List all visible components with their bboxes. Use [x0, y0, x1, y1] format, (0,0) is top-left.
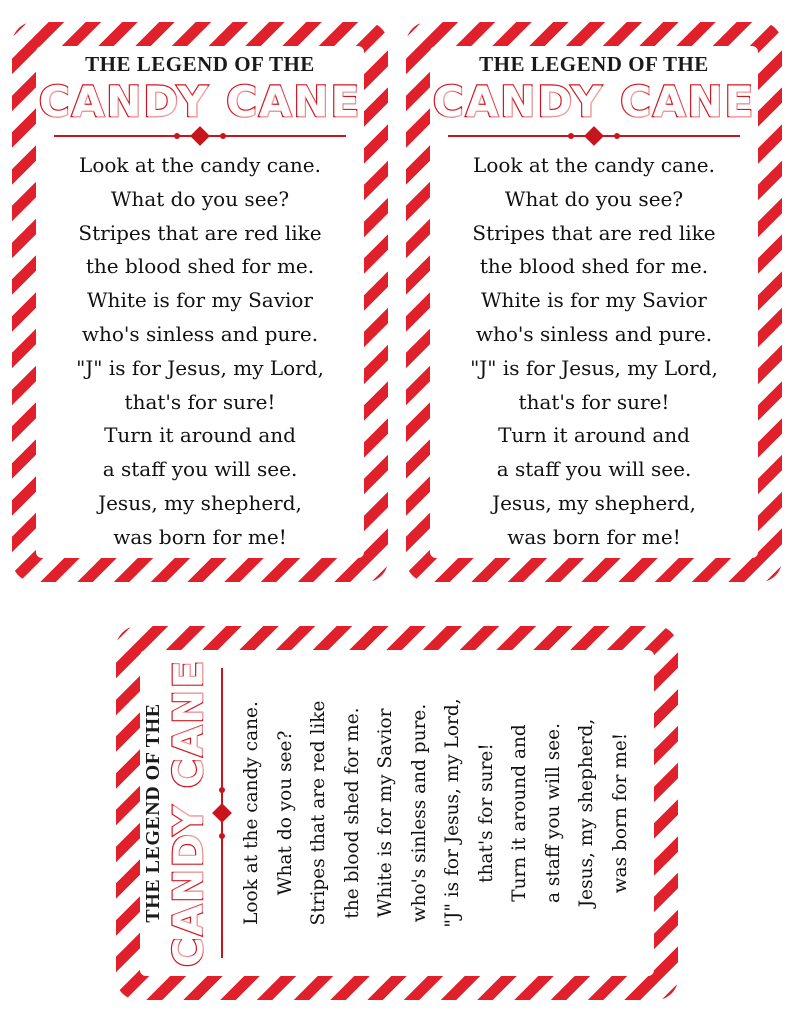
poem-line: White is for my Savior [87, 288, 313, 313]
poem-line: who's sinless and pure. [81, 321, 319, 346]
poem-line: the blood shed for me. [479, 254, 709, 279]
card-1-poem [36, 149, 364, 555]
card-2-content [430, 46, 758, 558]
poem-line: a staff you will see. [542, 723, 564, 904]
card-3-legend-heading: THE LEGEND OF THE [142, 703, 164, 923]
card-2-candy-cane-title: CANDY CANE [432, 77, 756, 126]
card-1-legend-heading: THE LEGEND OF THE [85, 52, 315, 76]
poem-line: that's for sure! [475, 743, 497, 883]
poem-line: Stripes that are red like [78, 220, 322, 245]
poem-line: Stripes that are red like [308, 700, 329, 926]
poem-line: Look at the candy cane. [241, 701, 262, 925]
poem-line: that's for sure! [124, 389, 276, 414]
poem-line: What do you see? [110, 186, 290, 211]
poem-line: Jesus, my shepherd, [492, 490, 696, 515]
poem-line: Look at the candy cane. [473, 153, 715, 177]
poem-line: was born for me! [609, 732, 631, 894]
card-1-candy-cane-title: CANDY CANE [38, 77, 362, 126]
poem-line: What do you see? [504, 186, 684, 211]
card-3-divider [215, 668, 229, 958]
poem-line: the blood shed for me. [341, 707, 363, 919]
card-1-content [36, 46, 364, 558]
poem-line: What do you see? [274, 730, 296, 896]
poem-line: who's sinless and pure. [408, 703, 430, 923]
poem-line: "J" is for Jesus, my Lord, [470, 355, 718, 380]
poem-line: Look at the candy cane. [79, 153, 321, 177]
diamond-ornament-icon [190, 126, 210, 146]
poem-line: who's sinless and pure. [475, 321, 713, 346]
diamond-ornament-icon [212, 803, 232, 823]
card-1-divider [54, 129, 346, 143]
candy-cane-card-1 [12, 22, 388, 582]
poem-line: "J" is for Jesus, my Lord, [76, 355, 324, 380]
poem-line: "J" is for Jesus, my Lord, [442, 698, 463, 928]
poem-line: was born for me! [507, 524, 681, 549]
card-2-divider [448, 129, 740, 143]
card-3-rotated-content [140, 650, 654, 976]
card-2-poem [430, 149, 758, 555]
poem-line: Turn it around and [498, 423, 690, 448]
diamond-ornament-icon [584, 126, 604, 146]
poem-line: a staff you will see. [102, 457, 298, 482]
poem-line: that's for sure! [518, 389, 670, 414]
card-3-poem [235, 650, 637, 976]
candy-cane-card-3-rotated [116, 626, 678, 1000]
poem-line: White is for my Savior [375, 708, 396, 918]
poem-line: Turn it around and [509, 724, 530, 902]
poem-line: Jesus, my shepherd, [98, 490, 302, 515]
card-2-legend-heading: THE LEGEND OF THE [479, 52, 709, 76]
card-3-content [140, 650, 654, 976]
poem-line: a staff you will see. [496, 457, 692, 482]
poem-line: the blood shed for me. [85, 254, 315, 279]
candy-cane-card-2 [406, 22, 782, 582]
poem-line: was born for me! [113, 524, 287, 549]
poem-line: Stripes that are red like [472, 220, 716, 245]
card-3-candy-cane-title: CANDY CANE [166, 658, 212, 968]
poem-line: Jesus, my shepherd, [576, 718, 597, 908]
poem-line: White is for my Savior [481, 288, 707, 313]
poem-line: Turn it around and [104, 423, 296, 448]
